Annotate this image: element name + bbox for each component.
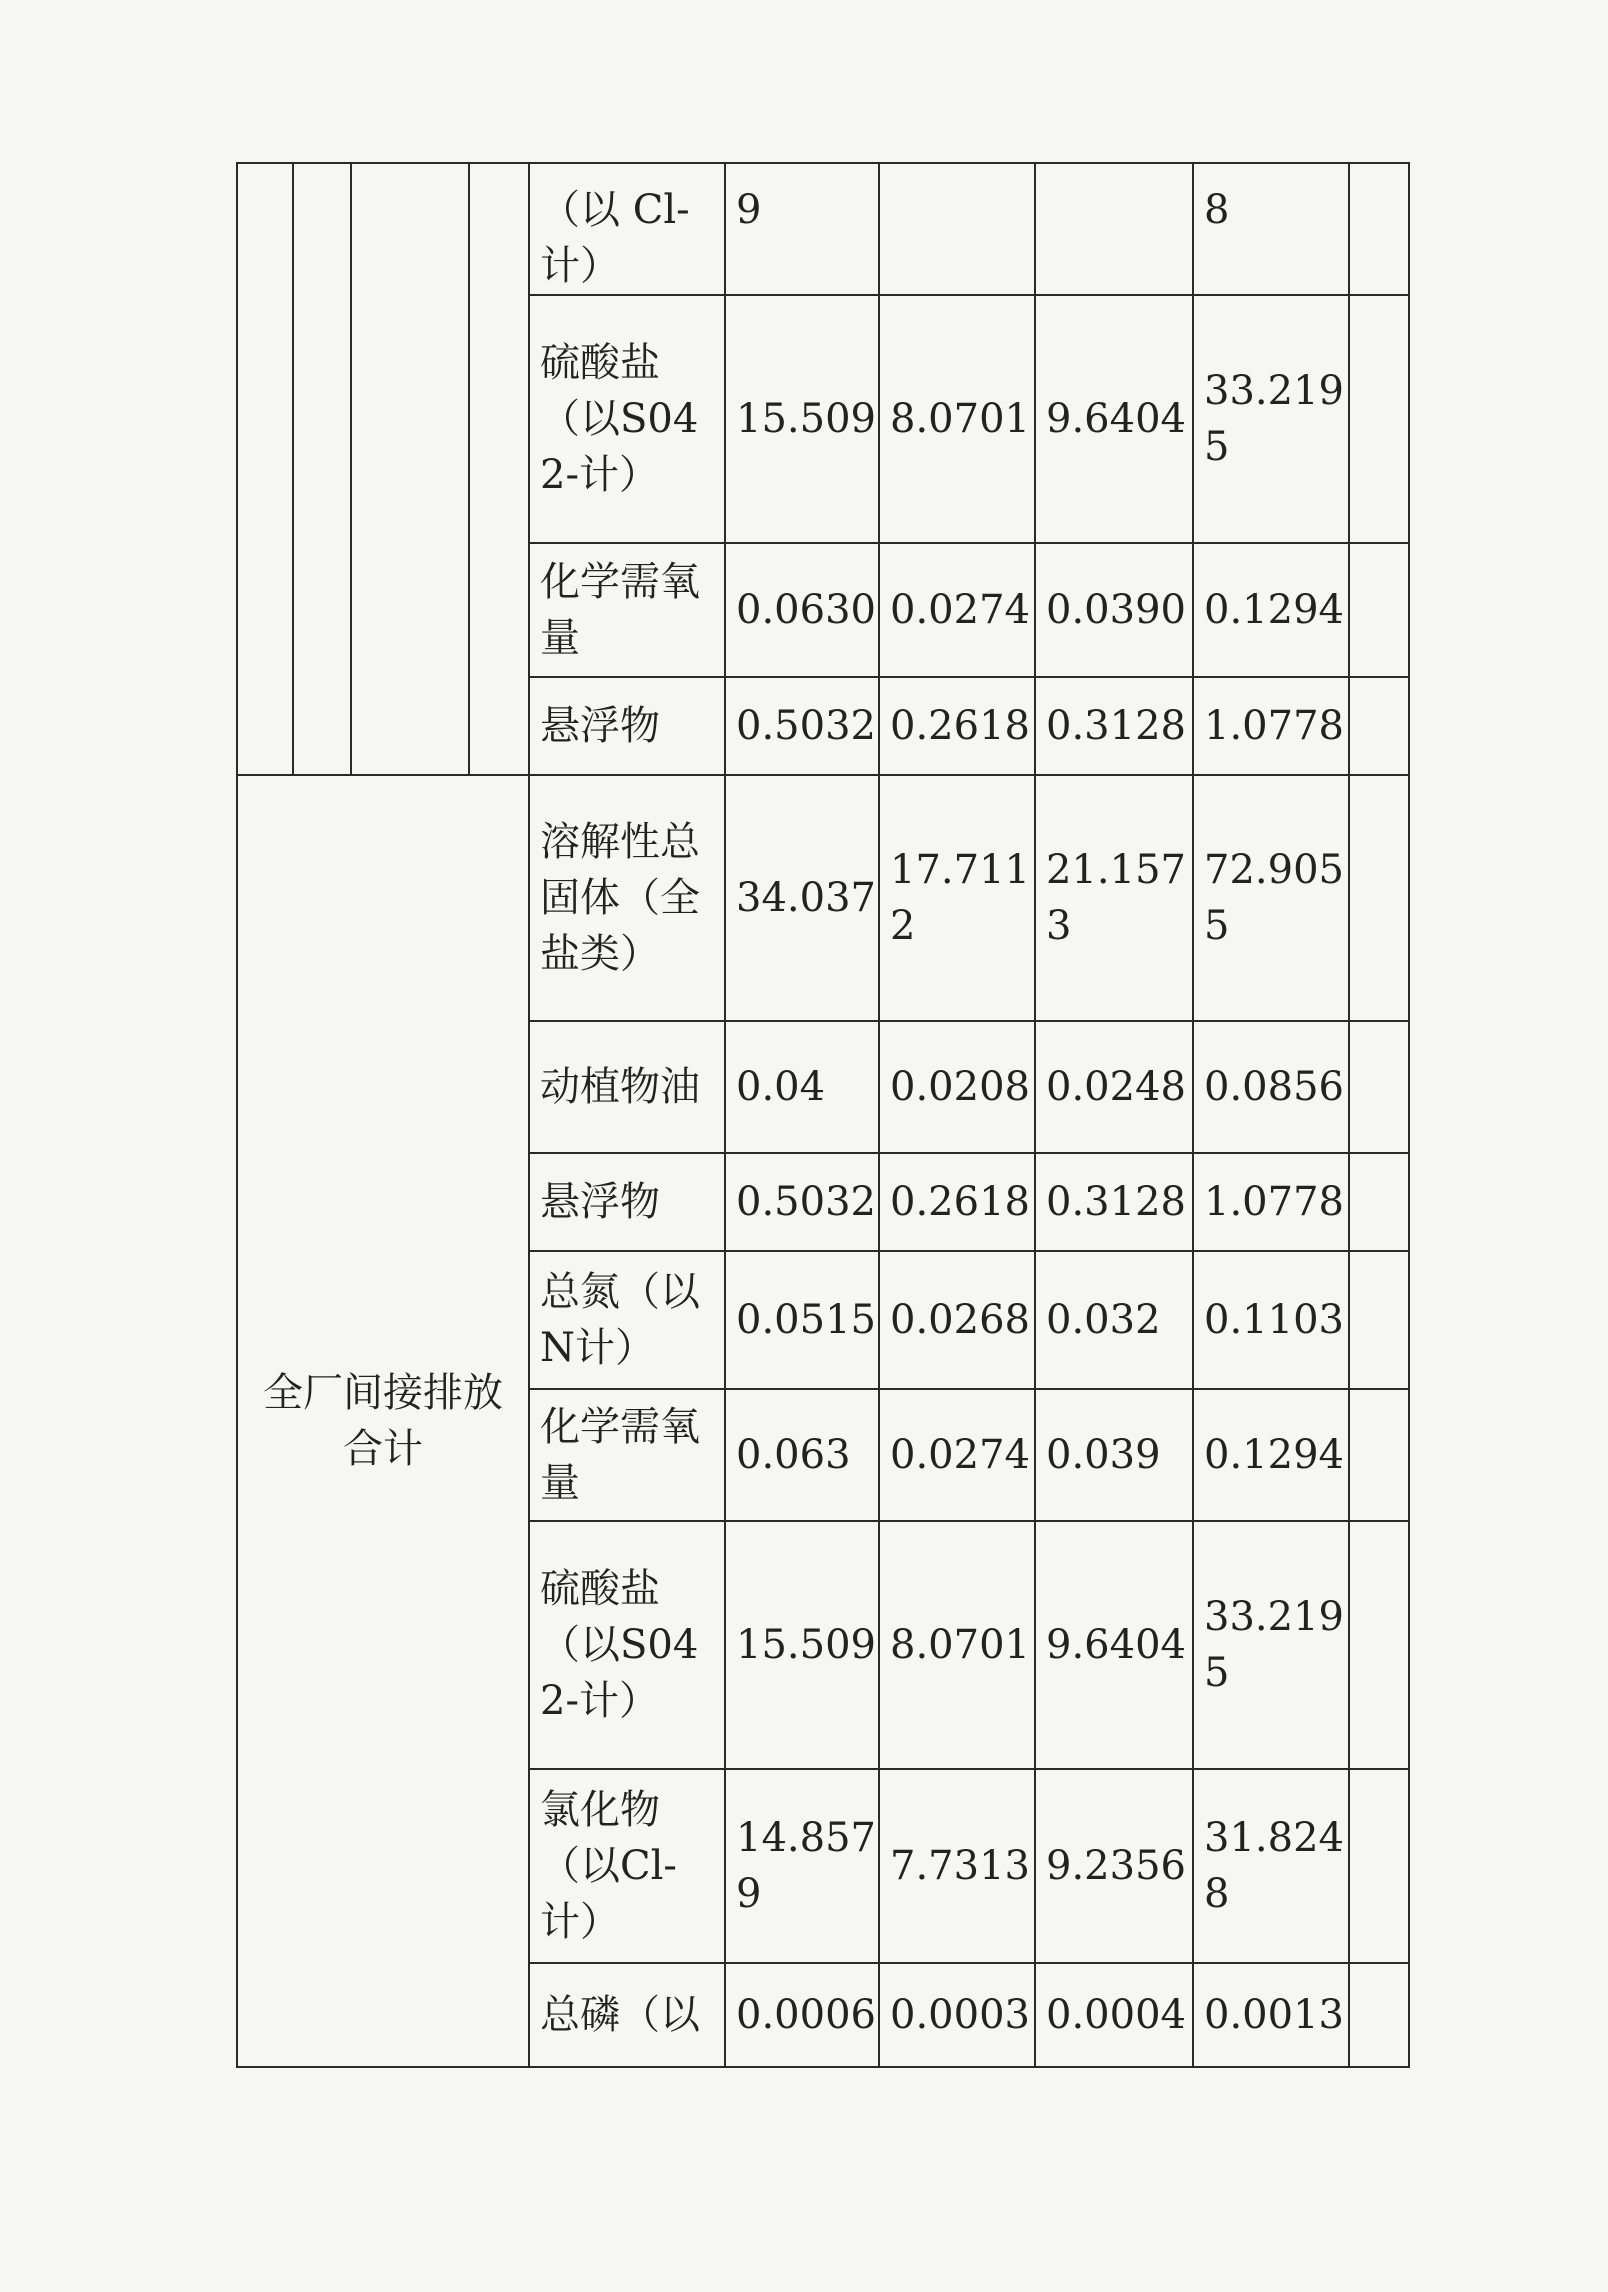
value-cell: 15.509	[725, 1521, 879, 1769]
empty-cell	[1349, 295, 1409, 543]
value-cell: 0.0208	[879, 1021, 1035, 1153]
value-cell: 0.1294	[1193, 1389, 1349, 1521]
empty-cell	[1349, 1521, 1409, 1769]
empty-cell	[237, 163, 293, 775]
empty-cell	[1349, 1963, 1409, 2067]
pollutant-name: 溶解性总固体（全盐类）	[529, 775, 725, 1021]
value-cell: 0.0003	[879, 1963, 1035, 2067]
value-cell: 0.5032	[725, 677, 879, 775]
empty-cell	[1349, 1021, 1409, 1153]
pollutant-name: 总氮（以N计）	[529, 1251, 725, 1389]
value-cell: 0.0274	[879, 543, 1035, 677]
value-cell: 1.0778	[1193, 677, 1349, 775]
value-cell: 33.2195	[1193, 1521, 1349, 1769]
value-cell: 8	[1193, 163, 1349, 295]
value-cell: 14.8579	[725, 1769, 879, 1963]
value-cell: 0.0248	[1035, 1021, 1193, 1153]
value-cell: 0.1294	[1193, 543, 1349, 677]
value-cell: 1.0778	[1193, 1153, 1349, 1251]
value-cell: 0.0004	[1035, 1963, 1193, 2067]
pollutant-name: （以 Cl-计）	[529, 163, 725, 295]
value-cell: 0.04	[725, 1021, 879, 1153]
value-cell: 0.3128	[1035, 677, 1193, 775]
empty-cell	[1349, 1251, 1409, 1389]
pollutant-name: 悬浮物	[529, 1153, 725, 1251]
empty-cell	[1349, 1153, 1409, 1251]
value-cell: 0.039	[1035, 1389, 1193, 1521]
value-cell: 0.2618	[879, 1153, 1035, 1251]
empty-cell	[1349, 775, 1409, 1021]
table-row	[237, 163, 1409, 295]
value-cell: 7.7313	[879, 1769, 1035, 1963]
empty-cell	[351, 163, 469, 775]
value-cell: 8.0701	[879, 1521, 1035, 1769]
pollutant-name: 化学需氧量	[529, 543, 725, 677]
empty-cell	[293, 163, 351, 775]
value-cell: 0.032	[1035, 1251, 1193, 1389]
empty-cell	[1349, 1769, 1409, 1963]
empty-cell	[1349, 543, 1409, 677]
empty-cell	[1349, 163, 1409, 295]
value-cell: 31.8248	[1193, 1769, 1349, 1963]
value-cell: 0.0630	[725, 543, 879, 677]
value-cell	[879, 163, 1035, 295]
pollutant-name: 总磷（以	[529, 1963, 725, 2067]
value-cell: 72.9055	[1193, 775, 1349, 1021]
value-cell: 0.063	[725, 1389, 879, 1521]
value-cell: 0.0013	[1193, 1963, 1349, 2067]
value-cell: 17.7112	[879, 775, 1035, 1021]
pollutant-name: 化学需氧量	[529, 1389, 725, 1521]
value-cell: 0.3128	[1035, 1153, 1193, 1251]
empty-cell	[1349, 1389, 1409, 1521]
value-cell: 0.0515	[725, 1251, 879, 1389]
value-cell: 9.6404	[1035, 1521, 1193, 1769]
group-label: 全厂间接排放合计	[237, 775, 529, 2067]
value-cell: 0.0268	[879, 1251, 1035, 1389]
value-cell: 0.0856	[1193, 1021, 1349, 1153]
pollutant-name: 氯化物（以Cl-计）	[529, 1769, 725, 1963]
value-cell: 9.6404	[1035, 295, 1193, 543]
table-row	[237, 775, 1409, 1021]
value-cell	[1035, 163, 1193, 295]
pollutant-name: 硫酸盐（以S042-计）	[529, 295, 725, 543]
empty-cell	[469, 163, 529, 775]
value-cell: 0.2618	[879, 677, 1035, 775]
value-cell: 0.5032	[725, 1153, 879, 1251]
value-cell: 9	[725, 163, 879, 295]
pollutant-name: 悬浮物	[529, 677, 725, 775]
pollutant-name: 硫酸盐（以S042-计）	[529, 1521, 725, 1769]
value-cell: 0.1103	[1193, 1251, 1349, 1389]
value-cell: 8.0701	[879, 295, 1035, 543]
value-cell: 0.0390	[1035, 543, 1193, 677]
value-cell: 33.2195	[1193, 295, 1349, 543]
value-cell: 0.0006	[725, 1963, 879, 2067]
value-cell: 21.1573	[1035, 775, 1193, 1021]
value-cell: 9.2356	[1035, 1769, 1193, 1963]
empty-cell	[1349, 677, 1409, 775]
value-cell: 15.509	[725, 295, 879, 543]
pollutant-name: 动植物油	[529, 1021, 725, 1153]
emission-table	[236, 162, 1410, 2068]
value-cell: 0.0274	[879, 1389, 1035, 1521]
value-cell: 34.037	[725, 775, 879, 1021]
